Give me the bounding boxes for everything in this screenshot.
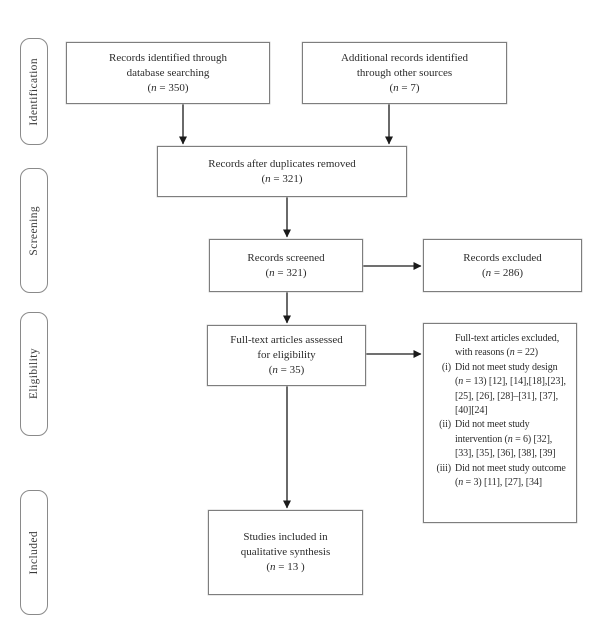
- reason-marker: (iii): [436, 462, 451, 474]
- reason-text: Did not meet study outcome (n = 3) [11], [27], [34]: [455, 462, 566, 489]
- box-additional-records: [302, 42, 507, 104]
- box-fulltext-assessed: [207, 325, 366, 386]
- box-line: Records excluded: [463, 251, 542, 264]
- reason-marker: (i): [441, 361, 451, 373]
- box-line: database searching: [126, 66, 210, 79]
- box-studies-included: [208, 510, 363, 595]
- reasons-title: Full-text articles excluded, with reasons (n = 22): [455, 333, 560, 359]
- box-duplicates-removed: [157, 146, 407, 197]
- box-line: Records screened: [247, 251, 325, 264]
- box-line: Full-text articles assessed: [230, 334, 343, 346]
- box-count: (n = 286): [481, 266, 524, 279]
- reason-item: [431, 361, 571, 419]
- box-line: Studies included in: [243, 531, 328, 543]
- box-line: through other sources: [356, 66, 453, 79]
- box-count: (n = 350): [147, 81, 189, 94]
- reason-text: Did not meet study intervention (n = 6) [32], [33], [35], [36], [38], [39]: [455, 419, 556, 460]
- box-line: Additional records identified: [340, 51, 469, 64]
- stage-identification: [20, 38, 48, 145]
- box-line: Records after duplicates removed: [208, 157, 356, 170]
- box-count: (n = 13 ): [266, 561, 305, 573]
- box-fulltext-excluded-reasons: [423, 323, 577, 523]
- box-line: qualitative synthesis: [240, 546, 331, 558]
- stage-label: Identification: [28, 57, 40, 126]
- stage-label: Eligibility: [28, 348, 40, 400]
- box-records-identified: [66, 42, 270, 104]
- reason-item: [431, 462, 571, 491]
- box-records-screened: [209, 239, 363, 292]
- box-line: Records identified through: [109, 51, 227, 64]
- stage-screening: [20, 168, 48, 293]
- stage-included: [20, 490, 48, 615]
- stage-label: Screening: [28, 205, 40, 256]
- box-count: (n = 35): [268, 364, 305, 376]
- stage-eligibility: [20, 312, 48, 436]
- stage-label: Included: [28, 530, 40, 575]
- box-records-excluded: [423, 239, 582, 292]
- reason-item: [431, 418, 571, 461]
- reason-text: Did not meet study design (n = 13) [12], [14],[18],[23], [25], [26], [28]–[31], [37], [40][24]: [455, 361, 566, 417]
- box-count: (n = 7): [389, 81, 420, 94]
- box-count: (n = 321): [261, 172, 303, 185]
- reason-marker: (ii): [439, 419, 451, 431]
- box-count: (n = 321): [265, 266, 307, 279]
- box-line: for eligibility: [257, 349, 316, 361]
